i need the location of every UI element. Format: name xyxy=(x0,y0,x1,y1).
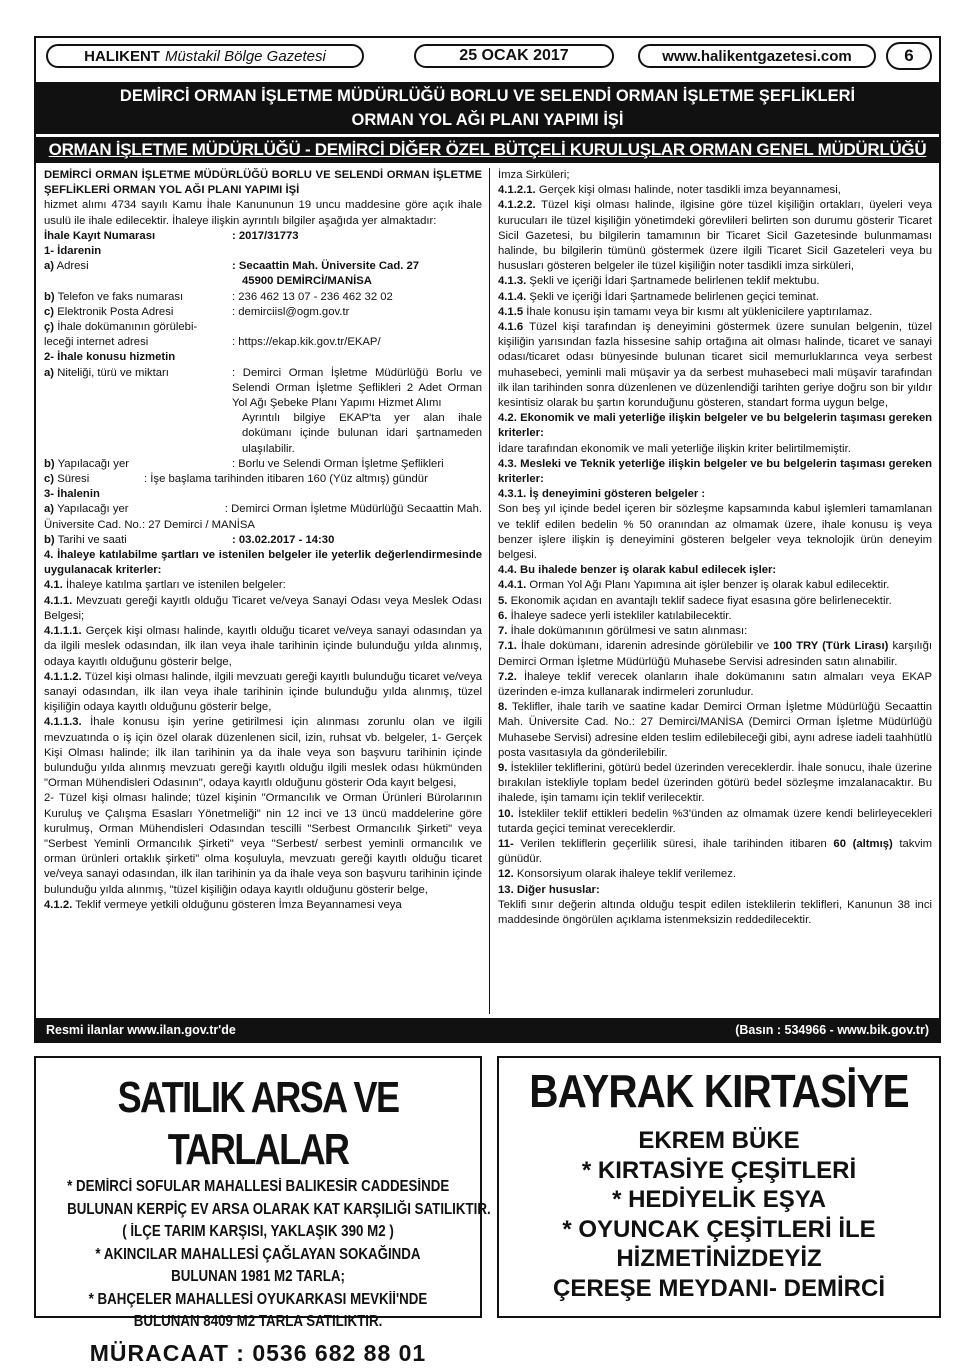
para-number: 4.1.1. xyxy=(44,594,73,607)
para-text: Verilen tekliflerin geçerlilik süresi, ihale tarihinden itibaren xyxy=(520,837,827,850)
para-number: 4.1.6 xyxy=(498,321,524,334)
para-4-3-heading: 4.3. Mesleki ve Teknik yeterliğe ilişkin belgeler ve bu belgelerin taşıması gereken kriterler: xyxy=(498,457,932,486)
para-text: takvim günüdür. xyxy=(498,837,933,866)
para-number: 10. xyxy=(498,807,514,820)
para-number: 7.1. xyxy=(498,640,517,653)
para-4-1-5 xyxy=(498,305,932,320)
para-4-1-2-1 xyxy=(498,183,932,198)
land-sale-line: BULUNAN 8409 M2 TARLA SATILIKTIR. xyxy=(133,1313,383,1330)
para-number: 4.1.2.2. xyxy=(498,199,536,212)
footer-right-ref: (Basın : 534966 - www.bik.gov.tr) xyxy=(735,1022,929,1037)
land-sale-line: ( İLÇE TARIM KARŞISI, YAKLAŞIK 390 M2 ) xyxy=(122,1223,394,1240)
para-6 xyxy=(498,609,932,624)
land-sale-line: * DEMİRCİ SOFULAR MAHALLESİ BALIKESİR CADDESİNDE xyxy=(67,1178,450,1195)
website-link[interactable]: www.halikentgazetesi.com xyxy=(638,44,876,68)
address-label: Adresi xyxy=(56,260,89,273)
nature-value: : Demirci Orman İşletme Müdürlüğü Borlu ve Selendi Orman İşletme Şeflikleri 2 Adet Orman Yol Ağı Şebeke Planı Yapımı Hizmet Alımı xyxy=(232,366,482,410)
column-divider xyxy=(489,168,490,1014)
web-value[interactable]: : https://ekap.kik.gov.tr/EKAP/ xyxy=(232,336,381,349)
para-8 xyxy=(498,700,932,761)
para-7-2 xyxy=(498,670,932,700)
land-sale-line: * BAHÇELER MAHALLESİ OYUKARKASI MEVKİİ'NDE xyxy=(88,1290,428,1308)
section-4-heading: 4. İhaleye katılabilme şartları ve istenilen belgeler ile yeterlik değerlendirmesinde uygulanacak kriterler: xyxy=(44,549,482,577)
datetime-label: Tarihi ve saati xyxy=(57,533,127,546)
para-number: 5. xyxy=(498,594,508,607)
announcement-subtitle: ORMAN İŞLETME MÜDÜRLÜĞÜ - DEMİRCİ DİĞER ÖZEL BÜTÇELİ KURULUŞLAR ORMAN GENEL MÜDÜRLÜĞÜ xyxy=(36,137,939,163)
stationery-ad xyxy=(497,1056,941,1318)
paper-subtitle: Müstakil Bölge Gazetesi xyxy=(164,47,326,65)
duration-label: Süresi xyxy=(57,473,90,486)
land-sale-contact: MÜRACAAT : 0536 682 88 01 xyxy=(89,1339,427,1366)
stationery-line: EKREM BÜKE xyxy=(638,1127,800,1154)
stationery-line: ÇEREŞE MEYDANI- DEMİRCİ xyxy=(552,1274,886,1302)
item-letter: b) xyxy=(44,457,55,470)
stationery-line: * OYUNCAK ÇEŞİTLERİ İLE xyxy=(562,1215,876,1243)
page-number: 6 xyxy=(886,42,932,70)
intro-heading: DEMİRCİ ORMAN İŞLETME MÜDÜRLÜĞÜ BORLU VE SELENDİ ORMAN İŞLETME ŞEFLİKLERİ ORMAN YOL AĞI PLANI YAPIMI İŞİ xyxy=(44,169,482,197)
item-letter: a) xyxy=(44,366,55,379)
para-text: İhaleye katılma şartları ve istenilen belgeler: xyxy=(65,579,286,592)
para-text: İhale konusu işin yerine getirilmesi için alınması zorunlu olan ve ilgili mevzuatında o iş için özel olarak düzenlenen sicil, izin, ruhsat vb. belgeler, 1- Gerçek Kişi Olması halinde; ilk ilan tarihinin ya da ihale veya son başvuru tarihinin içinde bulunduğu yılda alınmış mevzuatı gereği kayıtlı olduğu ilgili meslek odası hükmünden "Orman Mühendisleri Odasının", odaya kayıtlı olduğunu gösterir Oda kayıt belgesi, xyxy=(44,716,483,790)
web-row xyxy=(44,320,482,350)
para-number: 4.1. xyxy=(44,579,63,592)
phone-value: : 236 462 13 07 - 236 462 32 02 xyxy=(232,290,393,303)
para-13-heading: 13. Diğer hususlar: xyxy=(498,883,600,896)
para-number: 6. xyxy=(498,609,508,622)
para-number: 4.1.5 xyxy=(498,305,524,318)
address-value: : Secaattin Mah. Üniversite Cad. 27 xyxy=(232,260,420,273)
para-number: 4.1.2. xyxy=(44,898,73,911)
para-number: 4.1.3. xyxy=(498,275,527,288)
item-letter: b) xyxy=(44,533,55,546)
para-4-3-1-heading: 4.3.1. İş deneyimini gösteren belgeler : xyxy=(498,488,706,501)
para-text: Tüzel kişi olması halinde, ilgili mevzuatı gereği kayıtlı bulunduğu ticaret ve/veya sanayi odasından, ilk ilan veya ihale tarihinin içinde bulunduğu yılda alınmış, tüzel kişiliğin odaya kayıtlı olduğunu gösterir belge, xyxy=(44,670,482,714)
phone-label: Telefon ve faks numarası xyxy=(57,290,184,303)
section-3-heading: 3- İhalenin xyxy=(44,488,100,501)
para-4-4-heading: 4.4. Bu ihalede benzer iş olarak kabul edilecek işler: xyxy=(498,564,777,577)
announcement-title xyxy=(36,82,939,134)
web-label-2: leceği internet adresi xyxy=(44,336,149,349)
para-text: Orman Yol Ağı Planı Yapımına ait işler benzer iş olarak kabul edilecektir. xyxy=(529,579,890,592)
para-text: İhale dokümanının görülmesi ve satın alınması: xyxy=(510,625,748,638)
para-number: 11- xyxy=(498,837,514,850)
nature-value-2: Ayrıntılı bilgiye EKAP'ta yer alan ihale dokümanı içinde bulunan idari şartnameden ulaşılabilir. xyxy=(242,412,482,455)
validity-days: 60 (altmış) xyxy=(833,837,893,850)
para-text: Ekonomik açıdan en avantajlı teklif sadece fiyat esasına göre belirlenecektir. xyxy=(510,594,892,607)
item-letter: ç) xyxy=(44,321,55,334)
fee-amount: 100 TRY (Türk Lirası) xyxy=(773,640,889,653)
nature-label: Niteliği, türü ve miktarı xyxy=(57,366,169,379)
land-sale-line: BULUNAN 1981 M2 TARLA; xyxy=(171,1268,345,1285)
para-text: İhale dokümanı, idarenin adresinde görülebilir ve xyxy=(520,640,770,653)
email-label: Elektronik Posta Adresi xyxy=(57,305,174,318)
datetime-row xyxy=(44,533,482,548)
para-number: 7. xyxy=(498,625,508,638)
para-number: 4.1.4. xyxy=(498,290,527,303)
para-4-1-1-2 xyxy=(44,670,482,716)
duration-value: : İşe başlama tarihinden itibaren 160 (Yüz altmış) gündür xyxy=(144,473,428,486)
para-4-1-4 xyxy=(498,290,932,305)
ikn-label: İhale Kayıt Numarası xyxy=(44,229,156,242)
land-sale-headline: SATILIK ARSA VE TARLALAR xyxy=(117,1073,399,1174)
para-number: 4.1.2.1. xyxy=(498,184,536,197)
para-text: Gerçek kişi olması halinde, noter tasdikli imza beyannamesi, xyxy=(538,184,841,197)
announcement-left-column xyxy=(44,168,486,913)
announcement-title-line2: ORMAN YOL AĞI PLANI YAPIMI İŞİ xyxy=(351,111,624,129)
place-row xyxy=(44,457,482,472)
para-text: Şekli ve içeriği İdari Şartnamede belirlenen geçici teminat. xyxy=(529,290,819,303)
para-7 xyxy=(498,624,932,639)
para-text: Konsorsiyum olarak ihaleye teklif verilemez. xyxy=(516,868,736,881)
para-4-2-text: İdare tarafından ekonomik ve mali yeterliğe ilişkin kriter belirtilmemiştir. xyxy=(498,442,851,455)
para-4-1-2 xyxy=(44,898,482,913)
stationery-line: HİZMETİNİZDEYİZ xyxy=(616,1245,822,1272)
announcement-right-column xyxy=(498,168,932,928)
para-text: Mevzuatı gereği kayıtlı olduğu Ticaret ve/veya Sanayi Odası veya Meslek Odası Belgesi; xyxy=(44,594,482,622)
stationery-headline: BAYRAK KIRTASİYE xyxy=(529,1065,909,1117)
para-number: 4.1.1.2. xyxy=(44,670,82,683)
para-text: İhaleye sadece yerli istekliler katılabilecektir. xyxy=(510,609,732,622)
para-r0: İmza Sirküleri; xyxy=(498,169,570,181)
para-text: Gerçek kişi olması halinde, kayıtlı olduğu ticaret ve/veya sanayi odasından ya da ilgili meslek odasından, ilk ilan veya ihale tarihinin içinde bulunduğu yılda alınmış, odaya kayıtlı olduğunu gösterir belge, xyxy=(44,625,483,668)
nature-row xyxy=(44,366,482,457)
para-number: 4.1.1.1. xyxy=(44,625,82,638)
para-4-1-2-2 xyxy=(498,198,932,274)
stationery-line: * HEDİYELİK EŞYA xyxy=(612,1186,826,1213)
datetime-value: : 03.02.2017 - 14:30 xyxy=(232,533,335,546)
para-11 xyxy=(498,837,932,867)
issue-date: 25 OCAK 2017 xyxy=(414,44,614,68)
para-4-1-1-1 xyxy=(44,624,482,670)
para-4-3-1-text: Son beş yıl içinde bedel içeren bir sözleşme kapsamında kabul işlemleri tamamlanan ve teklif edilen bedelin % 50 oranından az olmamak üzere, ihale konusu iş veya benzer işlere ilişkin iş deneyimini gösteren belgeler veya teknolojik ürün deneyim belgesi. xyxy=(498,503,932,562)
para-number: 9. xyxy=(498,761,508,774)
para-text: Teklifler, ihale tarih ve saatine kadar Demirci Orman İşletme Müdürlüğü Secaattin Mah. Üniversite Cad. No.: 27 Demirci/MANİSA (Demirci Orman İşletme Müdürlüğü Muhasebe Servisi) adresine elden teslim edilebileceği gibi, aynı adrese iadeli taahhütlü posta vasıtasıyla da gönderilebilir. xyxy=(498,701,933,759)
land-sale-line: BULUNAN KERPİÇ EV ARSA OLARAK KAT KARŞILIĞI SATILIKTIR. xyxy=(67,1200,491,1218)
ikn-row xyxy=(44,229,482,244)
item-letter: a) xyxy=(44,260,55,273)
place-value: : Borlu ve Selendi Orman İşletme Şeflikleri xyxy=(232,457,444,470)
email-row xyxy=(44,305,482,320)
para-4-1-1 xyxy=(44,594,482,624)
ikn-value: : 2017/31773 xyxy=(232,229,299,242)
place-label: Yapılacağı yer xyxy=(57,457,129,470)
para-12 xyxy=(498,867,932,882)
paper-name: HALIKENT xyxy=(84,47,160,65)
para-10 xyxy=(498,807,932,837)
land-sale-line: * AKINCILAR MAHALLESİ ÇAĞLAYAN SOKAĞINDA xyxy=(95,1245,421,1263)
para-4-1-3 xyxy=(498,274,932,289)
land-sale-ad xyxy=(34,1056,491,1366)
para-text: İstekliler teklif ettikleri bedelin %3'ünden az olmamak üzere kendi belirleyecekleri tutarda geçici teminat vereceklerdir. xyxy=(498,807,933,835)
phone-row xyxy=(44,290,482,305)
para-number: 4.1.1.3. xyxy=(44,716,82,729)
address-row xyxy=(44,259,482,289)
para-13-text: Teklifi sınır değerin altında olduğu tespit edilen isteklilerin teklifleri, Kanunun 38 inci maddesinde öngörülen açıklama istenmeksizin reddedilecektir. xyxy=(498,898,932,926)
tender-place xyxy=(44,502,486,532)
para-4-1 xyxy=(44,578,482,593)
duration-row xyxy=(44,472,482,487)
item-letter: c) xyxy=(44,305,55,318)
para-text: Şekli ve içeriği İdari Şartnamede belirlenen teklif mektubu. xyxy=(529,275,820,288)
para-number: 7.2. xyxy=(498,670,517,683)
item-letter: b) xyxy=(44,290,55,303)
tender-place-text: Yapılacağı yer : Demirci Orman İşletme Müdürlüğü Secaattin Mah. Üniversite Cad. No.: 27 Demirci / MANİSA xyxy=(44,503,486,531)
para-7-1 xyxy=(498,639,932,669)
para-text: İhale konusu işin tamamı veya bir kısmı alt yüklenicilere yaptırılamaz. xyxy=(526,305,873,318)
section-2-heading: 2- İhale konusu hizmetin xyxy=(44,351,176,364)
para-text: Tüzel kişi olması halinde, ilgisine göre tüzel kişiliğin ortakları, üyeleri veya kurucuları ile tüzel kişiliğin yönetimdeki görevlileri belirten son durumu gösterir Ticaret Sicil Gazetesi, bu bilgilerin tamamının bir Ticaret Sicil Gazetesinde bulunmaması halinde, bu bilgilerin tümünü göstermek üzere ilgili Ticaret Sicil Gazeteleri veya bu hususları gösteren belgeler ile tüzel kişiliğin noter tasdikli imza sirküleri, xyxy=(498,199,933,273)
footer-left-link[interactable]: Resmi ilanlar www.ilan.gov.tr'de xyxy=(46,1022,236,1037)
intro-text: hizmet alımı 4734 sayılı Kamu İhale Kanununun 19 uncu maddesine göre açık ihale usulü ile ihale edilecektir. İhaleye ilişkin ayrıntılı bilgiler aşağıda yer almaktadır: xyxy=(44,199,482,227)
para-number: 12. xyxy=(498,868,514,881)
para-number: 8. xyxy=(498,701,508,714)
masthead-bar xyxy=(34,36,941,76)
item-letter: c) xyxy=(44,473,55,486)
paper-name-pill xyxy=(46,44,364,68)
announcement-footer xyxy=(36,1018,939,1041)
para-text: İstekliler tekliflerini, götürü bedel üzerinden vereceklerdir. İhale sonucu, ihale üzerine bırakılan istekliyle toplam bedel üzerinden götürü bedel sözleşme imzalanacaktır. Bu ihalede, işin tamamı için teklif verilecektir. xyxy=(498,761,933,805)
para-text: karşılığı Demirci Orman İşletme Müdürlüğü Muhasebe Servisi adresinden satın alınabilir. xyxy=(498,640,932,668)
para-4-1-1-3 xyxy=(44,715,482,791)
para-4-1-6 xyxy=(498,320,932,411)
para-9 xyxy=(498,761,932,807)
web-label: İhale dokümanının görülebi- xyxy=(57,321,198,334)
para-4-4-1 xyxy=(498,578,932,593)
item-letter: a) xyxy=(44,503,55,516)
para-5 xyxy=(498,594,932,609)
para-4-1-1-3-b: 2- Tüzel kişi olması halinde; tüzel kişinin "Ormancılık ve Orman Ürünleri Bürolarının Kuruluş ve Çalışma Esasları Yönetmeliği" nin 12 inci ve 13 üncü maddelerine göre kurulmuş, Orman Mühendisleri Odasından tescilli "Serbest Ormancılık Şirketi" veya "Serbest Yeminli Ormancılık Şirketi" veya "Serbest/ serbest yeminli ormancılık ve orman ürünleri ortaklık şirketi" olma koşuluyla, mevzuatı gereği kayıtlı olduğu ticaret ve/veya sanayi odasından, ilk ilan tarihinin ya da ihale veya son başvuru tarihinin içinde bulunduğu yılda alınmış, "tüzel kişiliğin odaya kayıtlı olduğunu gösterir belge, xyxy=(44,792,482,896)
para-number: 4.4.1. xyxy=(498,579,527,592)
para-text: Teklif vermeye yetkili olduğunu gösteren İmza Beyannamesi veya xyxy=(75,898,402,911)
stationery-line: * KIRTASİYE ÇEŞİTLERİ xyxy=(581,1156,857,1184)
section-1-heading: 1- İdarenin xyxy=(44,245,102,258)
address-value-2: 45900 DEMİRCİ/MANİSA xyxy=(242,275,372,288)
email-value[interactable]: : demirciisl@ogm.gov.tr xyxy=(232,305,350,318)
para-text: İhaleye teklif verecek olanların ihale dokümanını satın almaları veya EKAP üzerinden e-imza kullanarak indirmeleri zorunludur. xyxy=(498,670,932,698)
para-4-2-heading: 4.2. Ekonomik ve mali yeterliğe ilişkin belgeler ve bu belgelerin taşıması gereken kriterler: xyxy=(498,412,932,440)
announcement-title-line1: DEMİRCİ ORMAN İŞLETME MÜDÜRLÜĞÜ BORLU VE SELENDİ ORMAN İŞLETME ŞEFLİKLERİ xyxy=(119,87,856,105)
para-text: Tüzel kişi tarafından iş deneyimini göstermek üzere sunulan belgenin, tüzel kişiliğin yarısından fazla hissesine sahip ortağına ait olması halinde, ticaret ve sanayi odası/ticaret odası bünyesinde bulunan ticaret sicil memurluklarınca veya serbest muhasebeci, yeminli mali müşavir ya da serbest muhasebeci mali müşavir tarafından ilk ilan tarihinden sonra düzenlenen ve düzenlendiği tarihten geriye doğru son bir yıldır kesintisiz olarak bu şartın korunduğunu gösteren, standart forma uygun belge, xyxy=(498,321,933,410)
